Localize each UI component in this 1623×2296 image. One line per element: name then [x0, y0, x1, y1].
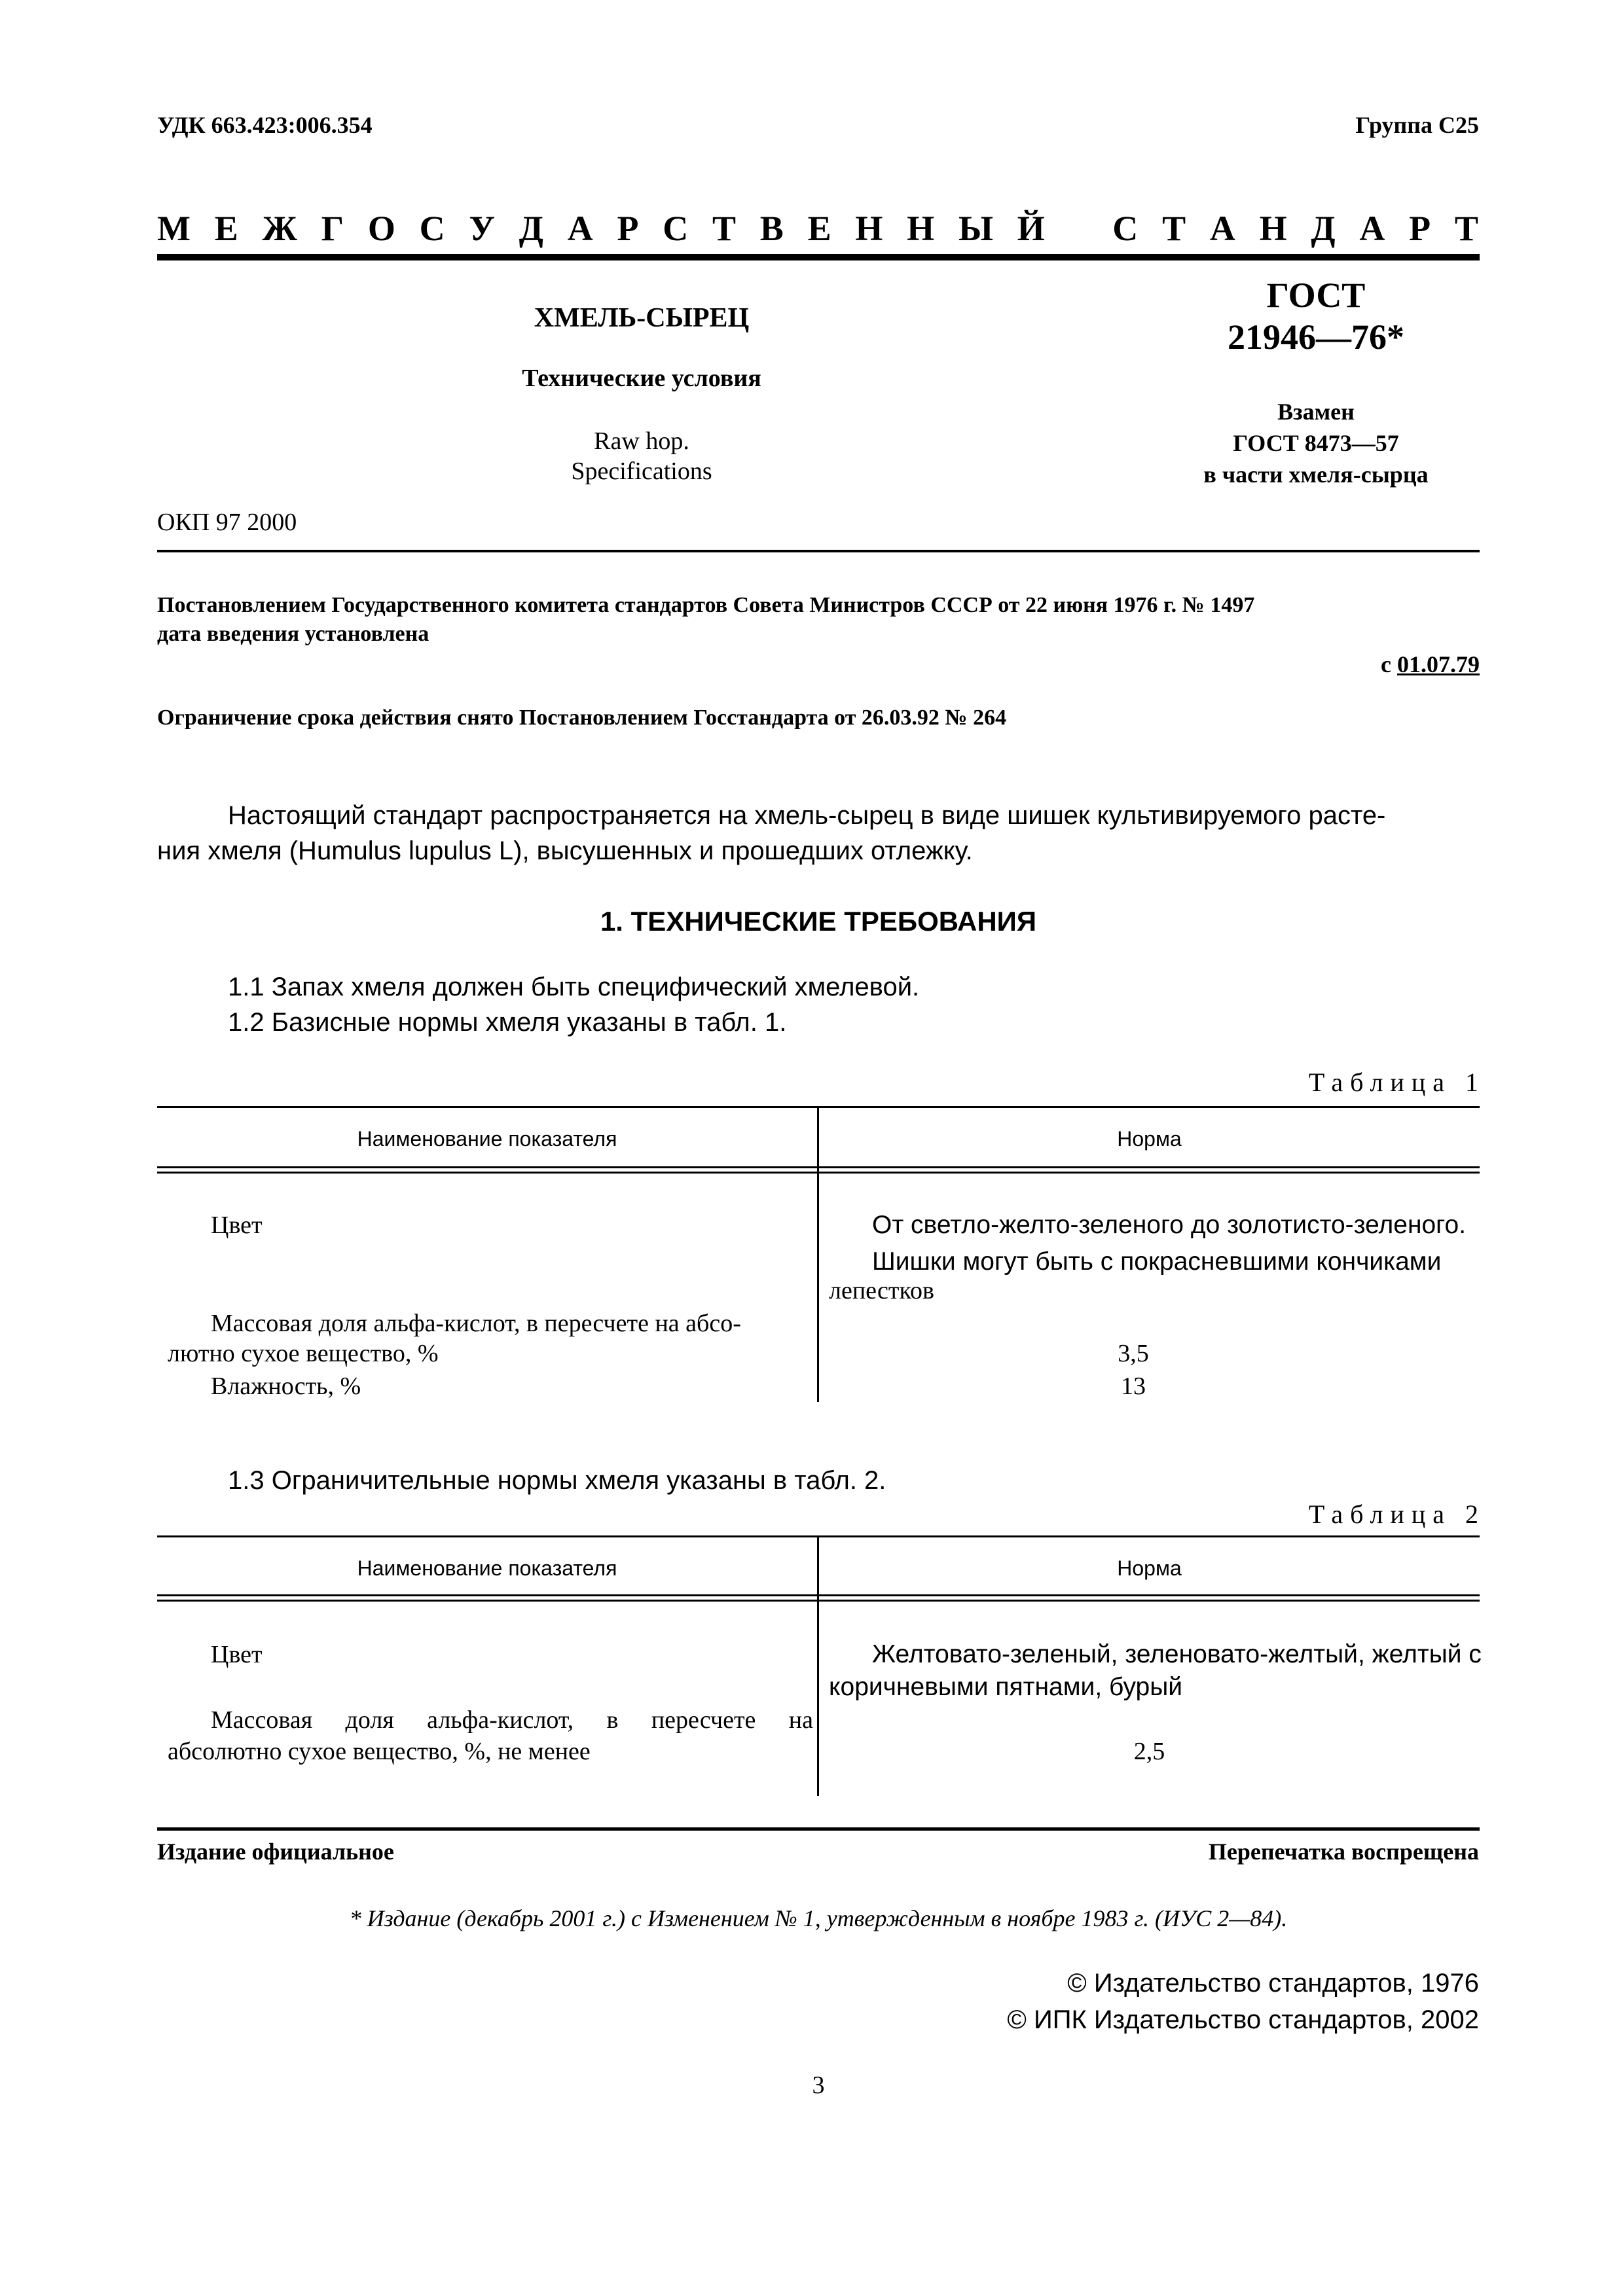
table-2-header-rule-1	[157, 1594, 1480, 1596]
table-1-header-rule-2	[157, 1172, 1480, 1174]
table-2-row-1-value-2: коричневыми пятнами, бурый	[829, 1673, 1183, 1701]
replaces-scope: в части хмеля-сырца	[1203, 461, 1429, 488]
edition-note: * Издание (декабрь 2001 г.) с Изменением № 1, утвержденным в ноябре 1983 г. (ИУС 2—84).	[349, 1905, 1288, 1931]
table-1-row-1-value-2: Шишки могут быть с покрасневшими кончиками	[872, 1247, 1442, 1276]
footer-rule	[157, 1827, 1480, 1831]
banner-letter: М	[157, 209, 191, 248]
banner-letter: В	[759, 209, 784, 248]
intro-line-2: ния хмеля (Humulus lupulus L), высушенных и прошедших отлежку.	[157, 836, 973, 865]
banner-letter: А	[1209, 209, 1235, 248]
table-2-header-rule-2	[157, 1600, 1480, 1602]
banner-letter: Д	[519, 209, 543, 248]
copyright-2002: © ИПК Издательство стандартов, 2002	[1007, 2005, 1479, 2034]
banner-letter: С	[419, 209, 445, 248]
okp-code: ОКП 97 2000	[157, 509, 297, 536]
header-rule	[157, 254, 1480, 260]
table-1-row-3-value: 13	[1121, 1372, 1146, 1400]
banner-letter: С	[1112, 209, 1139, 248]
page-number: 3	[812, 2072, 825, 2099]
decree-line-2: дата введения установлена	[157, 622, 429, 646]
table-1-label: Таблица 1	[1308, 1067, 1486, 1097]
banner-letter: С	[663, 209, 689, 248]
table-2-row-2-name-2: абсолютно сухое вещество, %, не менее	[168, 1738, 591, 1765]
table-1-row-2-name-2: лютно сухое вещество, %	[168, 1340, 439, 1367]
replaces-label: Взамен	[1277, 399, 1355, 425]
banner-letter: Д	[1311, 209, 1336, 248]
table-2-row-2-name-1: Массовая доля альфа-кислот, в пересчете на	[211, 1706, 813, 1734]
interstate-standard-banner	[157, 208, 1478, 249]
table-2-col-norm: Норма	[1117, 1556, 1182, 1580]
date-value: 01.07.79	[1397, 651, 1480, 677]
banner-letter: О	[367, 209, 395, 248]
title-rule	[157, 550, 1480, 552]
standard-subtitle: Технические условия	[522, 365, 761, 392]
banner-letter: А	[567, 209, 593, 248]
gost-label: ГОСТ	[1266, 276, 1366, 315]
banner-letter: Е	[214, 209, 238, 248]
section-1-heading: 1. ТЕХНИЧЕСКИЕ ТРЕБОВАНИЯ	[600, 906, 1037, 937]
banner-letter: Н	[907, 209, 935, 248]
english-title-1: Raw hop.	[594, 427, 689, 455]
udk-code: УДК 663.423:006.354	[157, 112, 373, 138]
banner-letter: Н	[855, 209, 883, 248]
banner-letter: Н	[1259, 209, 1287, 248]
banner-letter: Г	[321, 209, 344, 248]
banner-letter: Ы	[958, 209, 993, 248]
table-1-header-rule-1	[157, 1166, 1480, 1168]
table-1-row-2-value: 3,5	[1118, 1340, 1149, 1367]
table-1-row-1-value-3: лепестков	[829, 1277, 934, 1304]
banner-letter: Е	[807, 209, 831, 248]
table-1-row-3-name: Влажность, %	[211, 1372, 361, 1400]
gost-number: 21946—76*	[1228, 317, 1404, 357]
limit-removed-note: Ограничение срока действия снято Постановлением Госстандарта от 26.03.92 № 264	[157, 706, 1007, 730]
official-edition: Издание официальное	[157, 1839, 394, 1865]
banner-letter: Й	[1017, 209, 1045, 248]
table-2-row-1-value-1: Желтовато-зеленый, зеленовато-желтый, желтый с	[872, 1640, 1482, 1668]
clause-1-1: 1.1 Запах хмеля должен быть специфический хмелевой.	[228, 973, 920, 1001]
banner-letter: Ж	[262, 209, 297, 248]
table-2-label: Таблица 2	[1308, 1499, 1486, 1529]
banner-letter: А	[1359, 209, 1385, 248]
table-1-row-2-name-1: Массовая доля альфа-кислот, в пересчете на абсо-	[211, 1310, 741, 1337]
banner-letter	[1069, 208, 1089, 249]
date-prefix: с	[1381, 651, 1391, 677]
banner-letter: У	[469, 209, 496, 248]
banner-letter: Т	[1162, 209, 1186, 248]
table-1-row-1-value-1: От светло-желто-зеленого до золотисто-зеленого.	[872, 1211, 1467, 1239]
intro-line-1: Настоящий стандарт распространяется на хмель-сырец в виде шишек культивируемого расте-	[228, 801, 1386, 830]
reprint-prohibited: Перепечатка воспрещена	[1208, 1839, 1479, 1865]
copyright-1976: © Издательство стандартов, 1976	[1067, 1969, 1479, 1998]
group-code: Группа С25	[1355, 112, 1479, 138]
replaces-gost: ГОСТ 8473—57	[1233, 430, 1399, 456]
table-2-row-1-name: Цвет	[211, 1641, 263, 1668]
banner-letter: Т	[712, 209, 737, 248]
table-2-row-2-value: 2,5	[1133, 1738, 1165, 1765]
table-1-row-1-name: Цвет	[211, 1211, 263, 1239]
english-title-2: Specifications	[571, 457, 712, 485]
table-1-col-name: Наименование показателя	[357, 1127, 617, 1151]
standard-title: ХМЕЛЬ-СЫРЕЦ	[534, 303, 750, 333]
table-2-col-name: Наименование показателя	[357, 1556, 617, 1580]
table-1-col-norm: Норма	[1117, 1127, 1182, 1151]
banner-letter: Р	[1409, 209, 1431, 248]
decree-line-1: Постановлением Государственного комитета стандартов Совета Министров СССР от 22 июня 1976 г. № 1497	[157, 593, 1255, 617]
clause-1-2: 1.2 Базисные нормы хмеля указаны в табл. 1.	[228, 1008, 787, 1037]
banner-letter: Р	[617, 209, 639, 248]
clause-1-3: 1.3 Ограничительные нормы хмеля указаны в табл. 2.	[228, 1466, 886, 1495]
banner-letter: Т	[1454, 209, 1478, 248]
introduction-date	[1381, 651, 1480, 678]
